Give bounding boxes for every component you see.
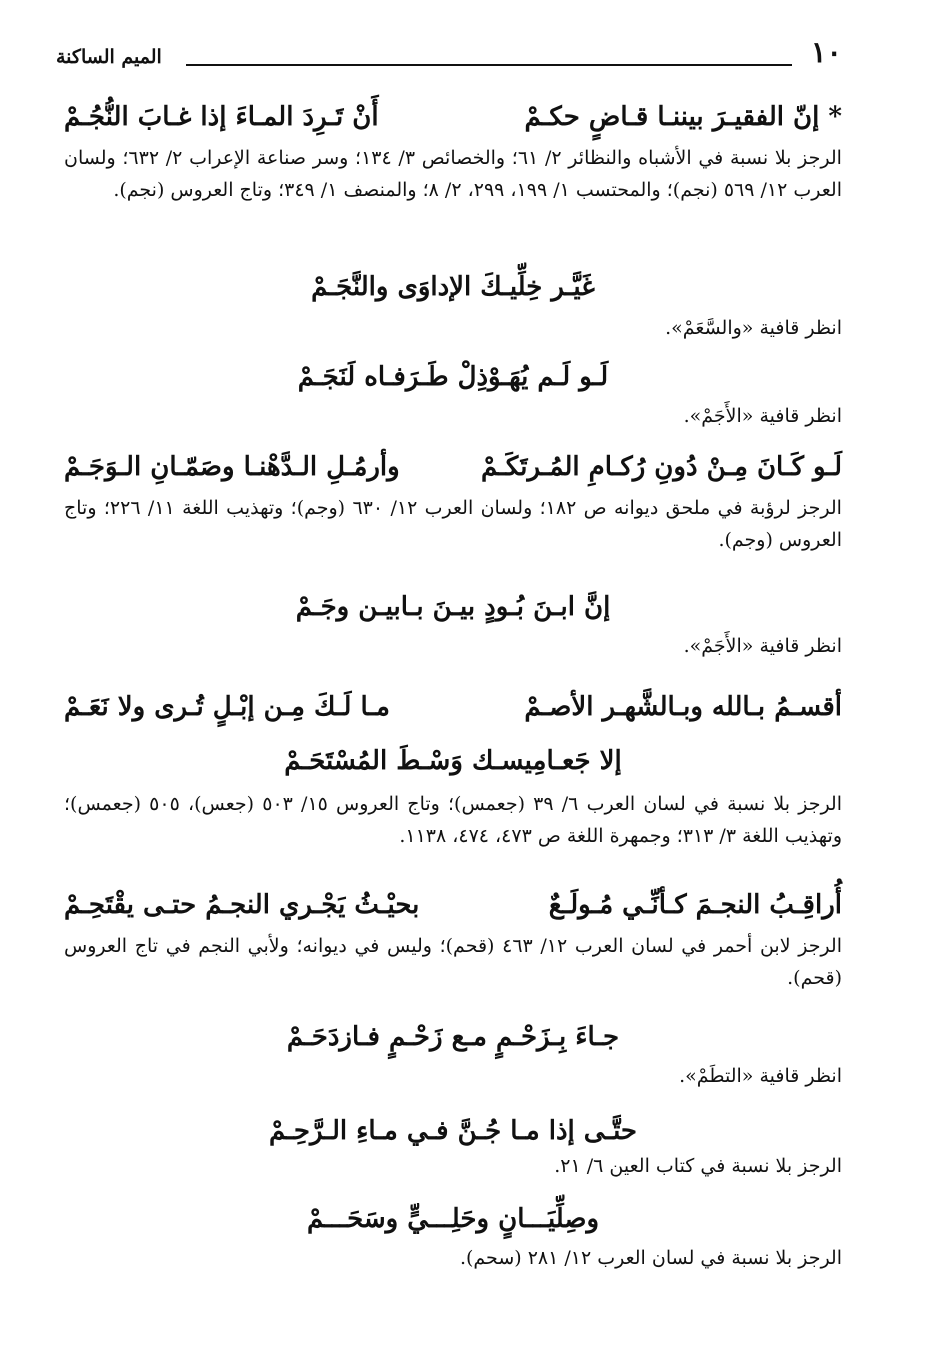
verse-line: [64, 446, 842, 488]
verse-line: [64, 686, 842, 728]
verse-line: [64, 884, 842, 926]
verse-hemistich-first: لَـو كَـانَ مِـنْ دُونِ رُكـامِ المُـرتَكَـمْ: [480, 452, 842, 482]
verse-hemistich-first: أُراقِـبُ النجـمَ كـأنِّـي مُـولَـعٌ: [548, 890, 842, 920]
cross-reference-note: انظر قافية «التطَمْ».: [679, 1065, 842, 1087]
verse-line: إلا جَعـامِيسـك وَسْـطَ المُسْتَحَـمْ: [284, 746, 622, 776]
verse-line: لَـو لَـم يُهَـوْذِلْ طَـرَفـاه لَنَجَـمْ: [297, 362, 609, 392]
source-note: الرجز لرؤبة في ملحق ديوانه ص ١٨٢؛ ولسان العرب ١٢/ ٦٣٠ (وجم)؛ وتهذيب اللغة ١١/ ٢٢٦؛ وتاج العروس (وجم).: [64, 497, 842, 551]
verse-hemistich-second: بحيْـثُ يَجْـري النجـمُ حتـى يقْتَحِـمْ: [64, 890, 420, 920]
source-note: الرجز بلا نسبة في لسان العرب ٦/ ٣٩ (جعمس)؛ وتاج العروس ١٥/ ٥٠٣ (جعس)، ٥٠٥ (جعمس)؛ وتهذيب اللغة ٣/ ٣١٣؛ وجمهرة اللغة ص ٤٧٣، ٤٧٤، ١١٣٨.: [64, 793, 843, 847]
cross-reference-note: انظر قافية «الأَجَمْ».: [683, 635, 842, 657]
verse-line: [64, 96, 842, 138]
source-note: الرجز بلا نسبة في كتاب العين ٦/ ٢١.: [554, 1155, 842, 1177]
verse-line: حتَّـى إذا مـا جُـنَّ فـي مـاءِ الـرَّحِـمْ: [269, 1116, 637, 1146]
verse-line: وصِلِّيَـــانٍ وحَلِـــيٍّ وسَحَـــمْ: [306, 1204, 600, 1234]
verse-hemistich-second: أَنْ تَـرِدَ المـاءَ إذا غـابَ النُّجُـمْ: [64, 102, 379, 132]
page-number: ١٠: [810, 35, 842, 69]
cross-reference-note: انظر قافية «والسَّعَمْ».: [665, 317, 842, 339]
verse-line: غَيَّـر خِلِّيـكَ الإداوَى والنَّجَـمْ: [311, 272, 595, 302]
verse-hemistich-first: * إنّ الفقيـرَ بيننـا قـاضٍ حكـمْ: [524, 102, 842, 132]
source-note: الرجز بلا نسبة في الأشباه والنظائر ٢/ ٦١؛ والخصائص ٣/ ١٣٤؛ وسر صناعة الإعراب ٢/ ٦٣٢؛ ولسان العرب ١٢/ ٥٦٩ (نجم)؛ والمحتسب ١/ ١٩٩، ٢٩٩، ٢/ ٨؛ والمنصف ١/ ٣٤٩؛ وتاج العروس (نجم).: [64, 147, 842, 201]
source-note: الرجز لابن أحمر في لسان العرب ١٢/ ٤٦٣ (قحم)؛ وليس في ديوانه؛ ولأبي النجم في تاج العروس (قحم).: [64, 935, 842, 989]
page-content: [64, 0, 842, 1362]
source-note: الرجز بلا نسبة في لسان العرب ١٢/ ٢٨١ (سحم).: [459, 1247, 842, 1269]
verse-line: جـاءَ بِـزَحْـمٍ مـع زَحْـمٍ فـازدَحَـمْ: [286, 1022, 620, 1052]
verse-hemistich-first: أقسـمُ بـالله وبـالشَّهـر الأصـمْ: [524, 692, 842, 722]
verse-hemistich-second: مـا لَـكَ مِـن إبْـلٍ تُـرى ولا نَعَـمْ: [64, 692, 390, 722]
verse-line: إنَّ ابـنَ بُـودٍ بيـنَ بـابيـن وجَـمْ: [295, 592, 611, 622]
cross-reference-note: انظر قافية «الأَجَمْ».: [683, 405, 842, 427]
section-title: الميم الساكنة: [56, 46, 162, 68]
verse-hemistich-second: وأرمُـلِ الـدَّهْنـا وصَمّـانِ الـوَجَـمْ: [64, 452, 400, 482]
